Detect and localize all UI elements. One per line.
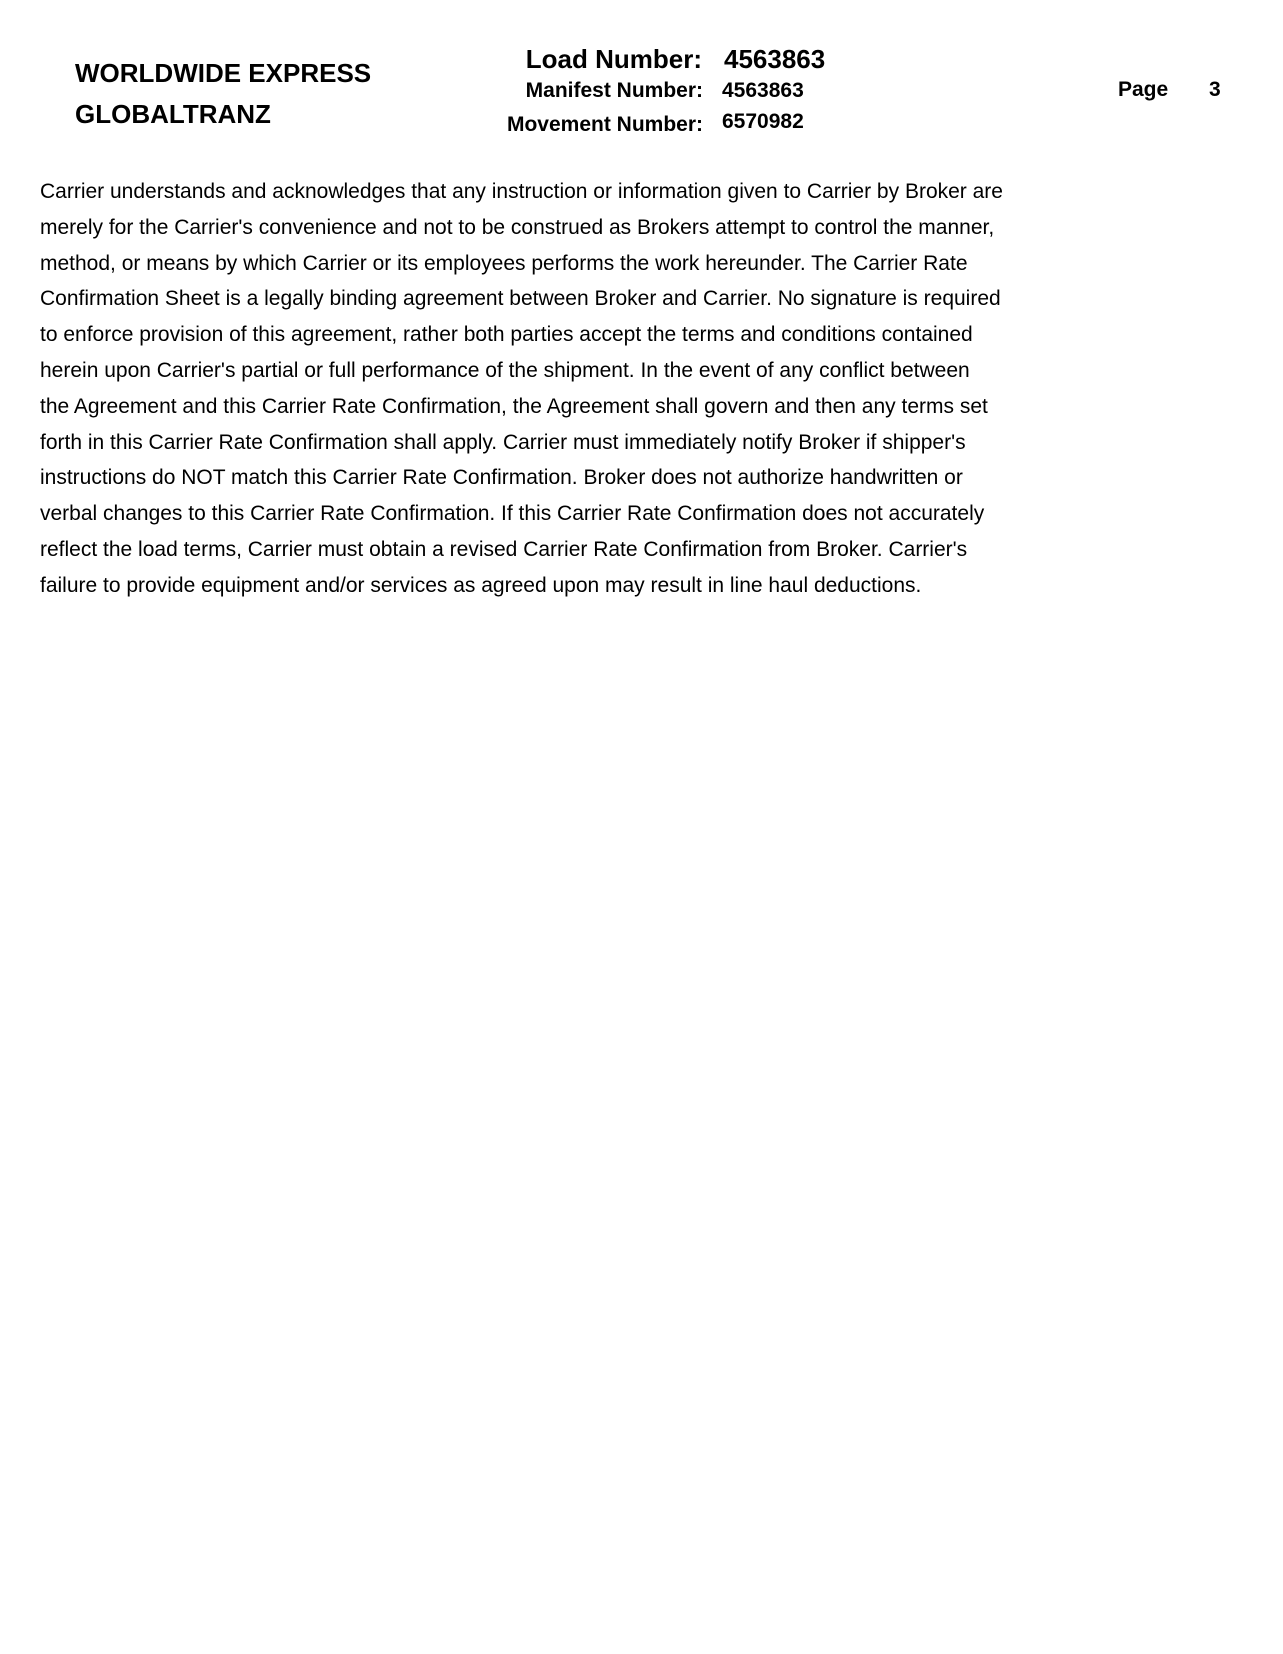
movement-number-label: Movement Number: [506,113,703,136]
terms-line: verbal changes to this Carrier Rate Confirmation. If this Carrier Rate Confirmation does not accurately [40,502,985,526]
terms-line: forth in this Carrier Rate Confirmation shall apply. Carrier must immediately notify Broker if shipper's [40,430,966,454]
page-label: Page [1118,78,1169,101]
terms-line: failure to provide equipment and/or services as agreed upon may result in line haul deductions. [40,573,922,597]
manifest-number-label: Manifest Number: [525,79,703,102]
terms-line: herein upon Carrier's partial or full performance of the shipment. In the event of any conflict between [40,358,970,382]
terms-line: Carrier understands and acknowledges that any instruction or information given to Carrier by Broker are [40,180,1003,203]
load-number-value: 4563863 [724,44,826,74]
load-number-label: Load Number: [525,44,702,74]
company-name-line-2: GLOBALTRANZ [75,99,271,129]
terms-paragraph [40,178,1100,608]
terms-line: Confirmation Sheet is a legally binding agreement between Broker and Carrier. No signature is required [40,287,1001,311]
page-number: 3 [1209,78,1221,101]
movement-number-value: 6570982 [722,110,804,133]
terms-line: reflect the load terms, Carrier must obtain a revised Carrier Rate Confirmation from Broker. Carrier's [40,537,968,561]
terms-line: method, or means by which Carrier or its employees performs the work hereunder. The Carrier Rate [40,251,968,275]
terms-line: merely for the Carrier's convenience and not to be construed as Brokers attempt to control the manner, [40,215,995,239]
terms-line: instructions do NOT match this Carrier Rate Confirmation. Broker does not authorize handwritten or [40,466,963,490]
manifest-number-value: 4563863 [722,79,804,102]
company-name-line-1: WORLDWIDE EXPRESS [75,58,372,88]
terms-line: to enforce provision of this agreement, rather both parties accept the terms and conditions contained [40,323,973,347]
terms-line: the Agreement and this Carrier Rate Confirmation, the Agreement shall govern and then any terms set [40,394,988,418]
